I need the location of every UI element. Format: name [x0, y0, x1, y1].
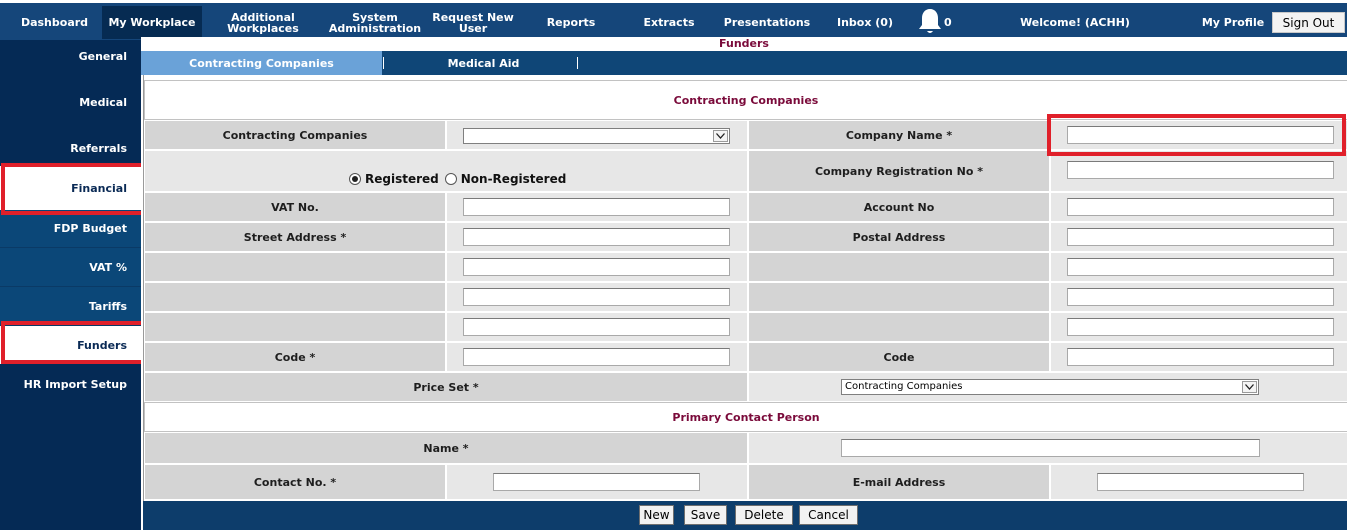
- nav-request-new-user[interactable]: Request New User: [432, 10, 514, 35]
- postal-address-blank-label-4: [748, 312, 1050, 342]
- price-set-selected: Contracting Companies: [845, 381, 963, 392]
- postal-code-input[interactable]: [1067, 348, 1334, 366]
- vat-no-label: VAT No.: [144, 192, 446, 222]
- sidebar-item-referrals[interactable]: Referrals: [70, 141, 127, 155]
- street-address-cell-3: [446, 282, 748, 312]
- postal-address-label: Postal Address: [748, 222, 1050, 252]
- postal-code-label: Code: [748, 342, 1050, 372]
- company-name-label: Company Name *: [748, 120, 1050, 150]
- sidebar-item-financial[interactable]: Financial: [0, 166, 141, 210]
- street-address-blank-label-3: [144, 282, 446, 312]
- postal-address-cell-3: [1050, 282, 1347, 312]
- new-button[interactable]: New: [639, 505, 674, 525]
- company-registration-cell: [1050, 150, 1347, 192]
- page-title: Funders: [719, 37, 769, 50]
- registered-radio[interactable]: [349, 173, 361, 185]
- registration-type-cell: [144, 150, 748, 192]
- street-address-label: Street Address *: [144, 222, 446, 252]
- price-set-select[interactable]: [841, 379, 1259, 395]
- registration-radio-group: [349, 172, 566, 186]
- sign-out-button[interactable]: Sign Out: [1272, 12, 1345, 33]
- street-code-label: Code *: [144, 342, 446, 372]
- company-registration-label: Company Registration No *: [748, 150, 1050, 192]
- postal-address-input-3[interactable]: [1067, 288, 1334, 306]
- main-content: [141, 37, 1347, 530]
- account-no-cell: [1050, 192, 1347, 222]
- cancel-button[interactable]: Cancel: [799, 505, 858, 525]
- contracting-companies-select[interactable]: [463, 128, 730, 144]
- street-address-blank-label-4: [144, 312, 446, 342]
- email-address-input[interactable]: [1097, 473, 1304, 491]
- postal-code-cell: [1050, 342, 1347, 372]
- email-address-label: E-mail Address: [748, 464, 1050, 500]
- registered-label: Registered: [365, 172, 439, 186]
- contact-name-input[interactable]: [841, 439, 1260, 457]
- bell-icon[interactable]: [917, 7, 943, 37]
- non-registered-radio[interactable]: [445, 173, 457, 185]
- contact-no-input[interactable]: [493, 473, 700, 491]
- street-address-cell-1: [446, 222, 748, 252]
- nav-dashboard[interactable]: Dashboard: [20, 16, 89, 29]
- delete-button[interactable]: Delete: [735, 505, 793, 525]
- street-address-cell-4: [446, 312, 748, 342]
- nav-my-workplace[interactable]: My Workplace: [102, 6, 202, 39]
- tab-contracting-companies[interactable]: Contracting Companies: [141, 51, 382, 75]
- contact-name-cell: [748, 432, 1347, 464]
- company-name-input[interactable]: [1067, 126, 1334, 144]
- sidebar-item-fdp-budget[interactable]: FDP Budget: [0, 210, 141, 248]
- notification-count: 0: [944, 16, 952, 29]
- street-address-input-3[interactable]: [463, 288, 730, 306]
- vat-no-cell: [446, 192, 748, 222]
- form-panel: [143, 75, 1347, 530]
- street-address-blank-label-2: [144, 252, 446, 282]
- tab-medical-aid[interactable]: Medical Aid: [447, 56, 520, 70]
- vat-no-input[interactable]: [463, 198, 730, 216]
- company-name-cell: [1050, 120, 1347, 150]
- street-address-cell-2: [446, 252, 748, 282]
- account-no-input[interactable]: [1067, 198, 1334, 216]
- sidebar-item-medical[interactable]: Medical: [79, 95, 127, 109]
- section-title-primary-contact: Primary Contact Person: [144, 402, 1347, 432]
- non-registered-label: Non-Registered: [460, 172, 567, 186]
- tab-separator: [577, 57, 578, 69]
- nav-reports[interactable]: Reports: [546, 16, 596, 29]
- price-set-cell: [748, 372, 1347, 402]
- street-address-input-1[interactable]: [463, 228, 730, 246]
- top-navigation-bar: [0, 0, 1347, 40]
- postal-address-input-1[interactable]: [1067, 228, 1334, 246]
- sidebar-item-funders[interactable]: Funders: [0, 326, 141, 364]
- postal-address-cell-1: [1050, 222, 1347, 252]
- postal-address-blank-label-2: [748, 252, 1050, 282]
- tab-bar: [141, 51, 1347, 75]
- price-set-label: Price Set *: [144, 372, 748, 402]
- contact-no-label: Contact No. *: [144, 464, 446, 500]
- postal-address-input-2[interactable]: [1067, 258, 1334, 276]
- email-address-cell: [1050, 464, 1347, 500]
- contact-no-cell: [446, 464, 748, 500]
- sidebar-item-tariffs[interactable]: Tariffs: [0, 287, 141, 326]
- welcome-text: Welcome! (ACHH): [1020, 16, 1130, 29]
- section-title-contracting-companies: Contracting Companies: [144, 80, 1347, 120]
- nav-presentations[interactable]: Presentations: [723, 16, 811, 29]
- nav-inbox[interactable]: Inbox (0): [837, 16, 893, 29]
- save-button[interactable]: Save: [684, 505, 727, 525]
- street-address-input-2[interactable]: [463, 258, 730, 276]
- postal-address-cell-4: [1050, 312, 1347, 342]
- chevron-down-icon[interactable]: [1242, 381, 1257, 393]
- contracting-companies-cell: [446, 120, 748, 150]
- street-address-input-4[interactable]: [463, 318, 730, 336]
- sidebar-item-vat[interactable]: VAT %: [0, 248, 141, 287]
- account-no-label: Account No: [748, 192, 1050, 222]
- contracting-companies-label: Contracting Companies: [144, 120, 446, 150]
- nav-additional-workplaces[interactable]: Additional Workplaces: [227, 10, 299, 35]
- postal-address-cell-2: [1050, 252, 1347, 282]
- contact-name-label: Name *: [144, 432, 748, 464]
- postal-address-blank-label-3: [748, 282, 1050, 312]
- company-registration-input[interactable]: [1067, 161, 1334, 179]
- sidebar: [0, 40, 141, 530]
- street-code-input[interactable]: [463, 348, 730, 366]
- tab-separator: [383, 57, 384, 69]
- street-code-cell: [446, 342, 748, 372]
- nav-extracts[interactable]: Extracts: [643, 16, 695, 29]
- postal-address-input-4[interactable]: [1067, 318, 1334, 336]
- sidebar-item-hr-import-setup[interactable]: HR Import Setup: [23, 377, 127, 391]
- nav-my-profile[interactable]: My Profile: [1201, 16, 1265, 29]
- sidebar-item-general[interactable]: General: [78, 49, 127, 63]
- nav-system-administration[interactable]: System Administration: [328, 10, 422, 35]
- action-bar: [143, 501, 1347, 530]
- chevron-down-icon[interactable]: [713, 130, 728, 142]
